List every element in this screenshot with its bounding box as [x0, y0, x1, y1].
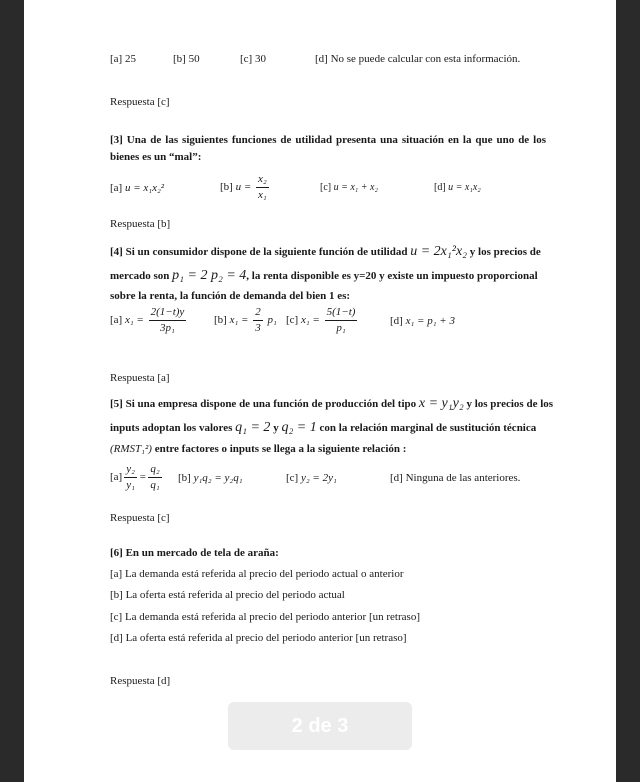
formula: y₁q₂ = y₂q₁	[193, 472, 243, 484]
numerator: x₂	[256, 172, 269, 188]
formula: x₁ = p₁ + 3	[405, 315, 455, 327]
q3-prompt: [3] Una de las siguientes funciones de utilidad presenta una situación en la que uno de los bienes es un “mal”:	[110, 134, 546, 163]
denominator: x₁	[258, 189, 267, 201]
q4-option-b	[214, 305, 277, 336]
fraction	[148, 462, 161, 493]
q5-prompt-text: [5] Si una empresa dispone de una función de producción del tipo	[110, 398, 417, 410]
option-text: Ninguna de las anteriores.	[405, 472, 521, 484]
denominator: p₁	[336, 322, 346, 334]
option-key: [a]	[110, 182, 123, 194]
q6-option-c: [c] La demanda está referida al precio del periodo anterior [un retraso]	[110, 611, 420, 623]
q5-option-a	[110, 462, 164, 493]
denominator: y₁	[126, 479, 135, 491]
option-key: [a]	[110, 314, 123, 327]
q3-option-c	[320, 180, 378, 196]
q5-prompt-text: con la relación marginal de sustitución técnica	[319, 422, 537, 434]
q3-option-b	[220, 172, 271, 203]
q4-prompt-text: mercado son	[110, 270, 170, 282]
q4-utility-formula: u = 2x₁²x₂	[410, 244, 468, 259]
q4-prompt-text: sobre la renta, la función de demanda del bien 1 es:	[110, 290, 351, 302]
q6-option-d: [d] La oferta está referida al precio del periodo anterior [un retraso]	[110, 632, 407, 644]
fraction	[253, 305, 263, 336]
q5-answer: Respuesta [c]	[110, 512, 170, 524]
formula-rhs: p₁	[267, 314, 277, 327]
option-key: [d]	[434, 182, 446, 193]
numerator: 2	[253, 305, 263, 321]
option-key: [d]	[390, 472, 403, 484]
option-key: [a]	[110, 471, 123, 484]
q4-prompt-text: , la renta disponible es y=20 y existe un impuesto proporcional	[246, 270, 538, 282]
fraction	[124, 462, 137, 493]
q5-q1-value: q₁ = 2	[235, 420, 271, 435]
q5-prompt-text: y	[273, 422, 279, 434]
q2-option-d: [d] No se puede calcular con esta información.	[315, 53, 521, 65]
option-key: [c]	[286, 472, 299, 484]
numerator: q₂	[148, 462, 161, 478]
formula-lhs: x₁ =	[229, 314, 249, 327]
q5-prompt	[110, 392, 554, 458]
q4-prompt	[110, 240, 550, 304]
q2-option-a: [a] 25	[110, 53, 136, 65]
q5-prompt-text: inputs adoptan los valores	[110, 422, 233, 434]
q6-answer: Respuesta [d]	[110, 675, 171, 687]
numerator: 5(1−t)	[325, 305, 358, 321]
formula-lhs: x₁ =	[124, 314, 144, 327]
denominator: 3	[255, 322, 261, 334]
formula-lhs: u =	[235, 181, 252, 194]
denominator: 3p₁	[160, 322, 175, 334]
q4-prompt-text: y los precios de	[469, 246, 541, 258]
q3-option-a	[110, 180, 164, 196]
formula-lhs: x₁ =	[300, 314, 320, 327]
q4-prices-formula: p₁ = 2 p₂ = 4	[172, 268, 247, 283]
equals: =	[138, 471, 147, 484]
q6-option-b: [b] La oferta está referida al precio del periodo actual	[110, 589, 345, 601]
q5-option-d	[390, 470, 520, 486]
q3-answer: Respuesta [b]	[110, 218, 171, 230]
q4-answer: Respuesta [a]	[110, 372, 170, 384]
option-key: [c]	[286, 314, 299, 327]
q5-option-c	[286, 470, 337, 486]
q5-production-formula: x = y₁y₂	[418, 396, 464, 411]
option-key: [b]	[214, 314, 227, 327]
formula: u = x₁x₂	[448, 182, 481, 193]
q2-option-c: [c] 30	[240, 53, 266, 65]
option-key: [b]	[178, 472, 191, 484]
q4-option-c	[286, 305, 359, 336]
denominator: q₁	[150, 479, 160, 491]
q3-option-d	[434, 180, 481, 196]
numerator: 2(1−t)y	[149, 305, 187, 321]
fraction	[149, 305, 187, 336]
q2-option-b: [b] 50	[173, 53, 200, 65]
q5-prompt-text: y los precios de los	[466, 398, 554, 410]
formula: y₂ = 2y₁	[300, 472, 337, 484]
q5-rmst: (RMST₁²)	[110, 443, 152, 455]
page-indicator	[228, 702, 412, 750]
q4-option-a	[110, 305, 188, 336]
q4-option-d	[390, 313, 455, 329]
q5-prompt-text: entre factores o inputs se llega a la siguiente relación :	[154, 443, 407, 455]
fraction	[325, 305, 358, 336]
q5-q2-value: q₂ = 1	[281, 420, 317, 435]
option-key: [c]	[320, 182, 332, 193]
numerator: y₂	[124, 462, 137, 478]
q4-prompt-text: [4] Si un consumidor dispone de la siguiente función de utilidad	[110, 246, 408, 258]
q6-option-a: [a] La demanda está referida al precio del periodo actual o anterior	[110, 568, 404, 580]
q6-prompt: [6] En un mercado de tela de araña:	[110, 547, 279, 559]
formula: u = x₁x₂²	[124, 182, 165, 194]
option-key: [b]	[220, 181, 233, 194]
q2-answer: Respuesta [c]	[110, 96, 170, 108]
document-page	[24, 0, 616, 782]
page-indicator-label: 2 de 3	[291, 714, 349, 737]
q5-option-b	[178, 470, 243, 486]
option-key: [d]	[390, 315, 403, 327]
formula: u = x₁ + x₂	[333, 182, 378, 193]
fraction	[256, 172, 269, 203]
